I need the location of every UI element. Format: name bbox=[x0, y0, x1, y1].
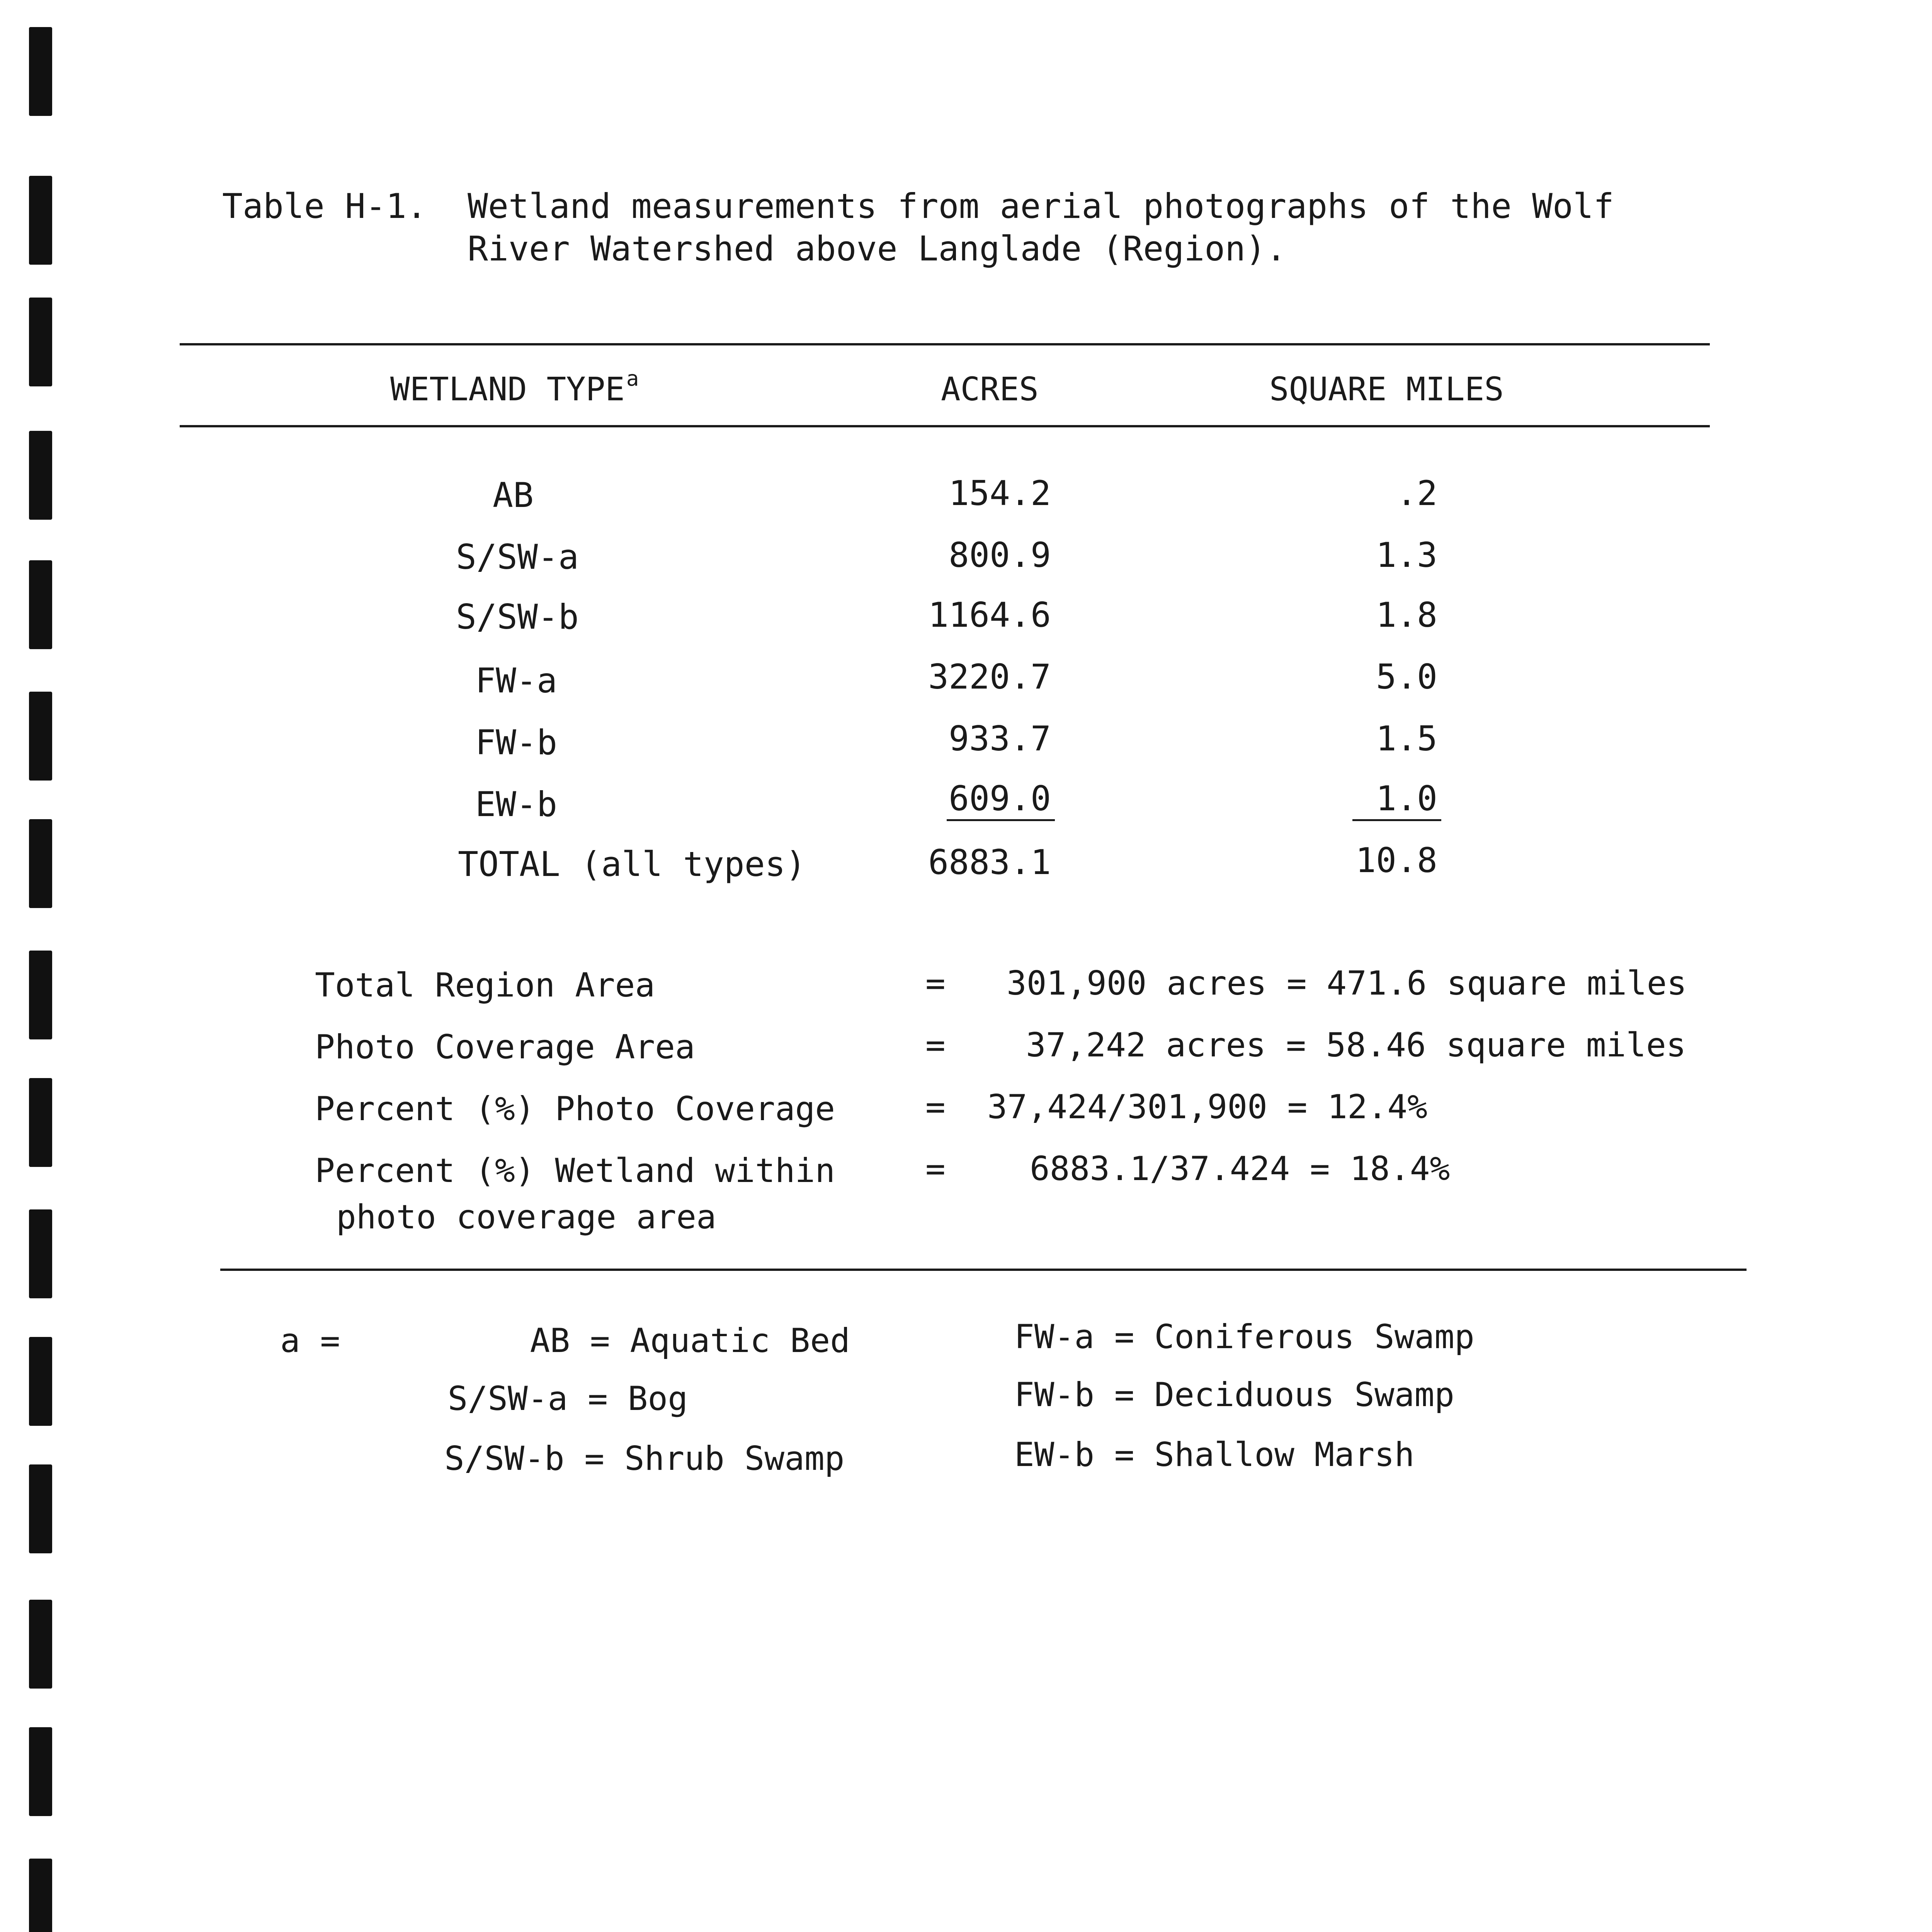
summary-equals: = bbox=[925, 1088, 946, 1126]
summary-label: Total Region Area bbox=[315, 966, 655, 1005]
total-acres: 6883.1 bbox=[928, 842, 1051, 882]
binder-mark bbox=[29, 1859, 52, 1932]
cell-type: FW-b bbox=[475, 723, 557, 762]
cell-square-miles: 1.0 bbox=[1376, 779, 1437, 818]
square-miles-total-underline bbox=[1352, 819, 1441, 821]
header-footnote-marker: a bbox=[626, 366, 639, 391]
header-bottom-rule bbox=[180, 425, 1710, 427]
cell-type: S/SW-a bbox=[456, 537, 579, 577]
cell-acres: 3220.7 bbox=[928, 657, 1051, 697]
cell-acres: 154.2 bbox=[949, 473, 1051, 513]
summary-value: 37,242 acres = 58.46 square miles bbox=[1026, 1026, 1686, 1065]
caption-line-1: Wetland measurements from aerial photographs of the Wolf bbox=[468, 186, 1614, 226]
header-wetland-type: WETLAND TYPE$^a$ bbox=[390, 366, 639, 408]
binder-mark bbox=[29, 431, 52, 520]
cell-type: FW-a bbox=[475, 661, 557, 701]
binder-mark bbox=[29, 1727, 52, 1816]
caption-label: Table H-1. bbox=[222, 186, 427, 226]
summary-equals: = bbox=[925, 1026, 946, 1065]
binder-mark bbox=[29, 1464, 52, 1553]
table-top-rule bbox=[180, 343, 1710, 345]
caption-line-2: River Watershed above Langlade (Region). bbox=[468, 229, 1287, 269]
legend-item: S/SW-b = Shrub Swamp bbox=[444, 1439, 845, 1478]
legend-item: S/SW-a = Bog bbox=[447, 1379, 688, 1418]
binder-mark bbox=[29, 1209, 52, 1298]
binder-mark bbox=[29, 951, 52, 1039]
cell-acres: 1164.6 bbox=[928, 595, 1051, 635]
binder-mark bbox=[29, 1600, 52, 1689]
cell-square-miles: 5.0 bbox=[1376, 657, 1437, 697]
total-square-miles: 10.8 bbox=[1355, 840, 1437, 880]
binder-mark bbox=[29, 1337, 52, 1426]
cell-square-miles: .2 bbox=[1396, 473, 1437, 513]
total-label: TOTAL (all types) bbox=[458, 844, 806, 884]
summary-equals: = bbox=[925, 964, 946, 1003]
binder-mark bbox=[29, 692, 52, 781]
legend-item: AB = Aquatic Bed bbox=[530, 1321, 850, 1360]
summary-value: 6883.1/37.424 = 18.4% bbox=[1030, 1150, 1450, 1188]
summary-label: Photo Coverage Area bbox=[315, 1028, 695, 1066]
summary-value: 301,900 acres = 471.6 square miles bbox=[1007, 964, 1687, 1003]
cell-acres: 933.7 bbox=[949, 719, 1051, 759]
header-square-miles: SQUARE MILES bbox=[1269, 370, 1504, 408]
binder-mark bbox=[29, 176, 52, 265]
summary-equals: = bbox=[925, 1150, 946, 1188]
binder-mark bbox=[29, 27, 52, 116]
cell-acres: 609.0 bbox=[949, 779, 1051, 818]
binder-mark bbox=[29, 560, 52, 649]
legend-item: FW-b = Deciduous Swamp bbox=[1014, 1376, 1455, 1414]
acres-total-underline bbox=[947, 819, 1055, 821]
summary-value: 37,424/301,900 = 12.4% bbox=[987, 1088, 1428, 1126]
cell-square-miles: 1.5 bbox=[1376, 719, 1437, 759]
cell-type: AB bbox=[493, 475, 534, 515]
cell-square-miles: 1.8 bbox=[1376, 595, 1437, 635]
binder-mark bbox=[29, 1078, 52, 1167]
summary-label: Percent (%) Photo Coverage bbox=[315, 1090, 835, 1128]
cell-square-miles: 1.3 bbox=[1376, 535, 1437, 575]
summary-label-continued: photo coverage area bbox=[336, 1198, 716, 1236]
summary-label: Percent (%) Wetland within bbox=[315, 1151, 835, 1190]
summary-bottom-rule bbox=[220, 1269, 1747, 1271]
header-acres: ACRES bbox=[941, 370, 1039, 408]
cell-type: S/SW-b bbox=[456, 597, 579, 637]
cell-type: EW-b bbox=[475, 784, 557, 824]
binder-mark bbox=[29, 298, 52, 386]
legend-item: EW-b = Shallow Marsh bbox=[1014, 1435, 1415, 1474]
footnote-marker: a = bbox=[280, 1321, 340, 1360]
binder-mark bbox=[29, 819, 52, 908]
cell-acres: 800.9 bbox=[949, 535, 1051, 575]
legend-item: FW-a = Coniferous Swamp bbox=[1014, 1318, 1475, 1356]
